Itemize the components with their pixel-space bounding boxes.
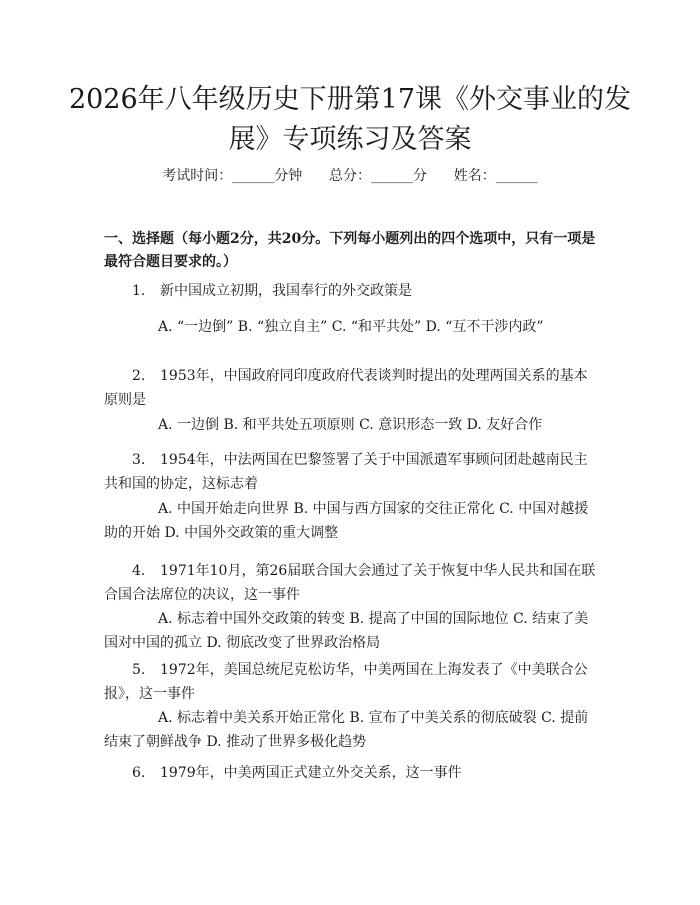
- question-stem: 1954年，中法两国在巴黎签署了关于中国派遣军事顾问团赴越南民主共和国的协定，这标志着: [104, 452, 588, 492]
- question-2: [104, 364, 600, 412]
- question-3-options: A. 中国开始走向世界 B. 中国与西方国家的交往正常化 C. 中国对越援助的开始 D. 中国外交政策的重大调整: [104, 501, 589, 541]
- question-stem: 1972年，美国总统尼克松访华，中美两国在上海发表了《中美联合公报》，这一事件: [104, 662, 588, 702]
- question-3: [104, 448, 600, 496]
- name-label: 姓名：: [453, 168, 496, 184]
- exam-time-label: 考试时间：: [162, 168, 233, 184]
- exam-time-unit: 分钟: [274, 168, 303, 184]
- question-5: [104, 658, 600, 706]
- question-number: 5.: [132, 662, 146, 678]
- exam-time-blank: ______: [232, 168, 275, 184]
- document-title: 2026年八年级历史下册第17课《外交事业的发展》专项练习及答案: [68, 84, 632, 155]
- question-number: 6.: [132, 765, 146, 781]
- question-number: 1.: [132, 283, 146, 299]
- question-4: [104, 559, 600, 607]
- question-number: 3.: [132, 452, 146, 468]
- question-stem: 1979年，中美两国正式建立外交关系，这一事件: [160, 765, 462, 781]
- question-5-options: A. 标志着中美关系开始正常化 B. 宣布了中美关系的彻底破裂 C. 提前结束了朝鲜战争 D. 推动了世界多极化趋势: [104, 710, 589, 750]
- total-score-label: 总分：: [329, 168, 371, 184]
- question-number: 4.: [132, 563, 146, 579]
- total-score-unit: 分: [413, 168, 427, 184]
- exam-info-line: [0, 166, 700, 186]
- question-stem: 1953年，中国政府同印度政府代表谈判时提出的处理两国关系的基本原则是: [104, 368, 588, 408]
- question-2-options: A. 一边倒 B. 和平共处五项原则 C. 意识形态一致 D. 友好合作: [158, 417, 543, 433]
- question-1-options: A. “一边倒” B. “独立自主” C. “和平共处” D. “互不干涉内政”: [158, 319, 544, 335]
- question-4-options: A. 标志着中国外交政策的转变 B. 提高了中国的国际地位 C. 结束了美国对中国的孤立 D. 彻底改变了世界政治格局: [104, 611, 589, 651]
- question-stem: 1971年10月，第26届联合国大会通过了关于恢复中华人民共和国在联合国合法席位的决议，这一事件: [104, 563, 596, 603]
- question-1: [104, 279, 600, 303]
- question-number: 2.: [132, 368, 146, 384]
- total-score-blank: ______: [371, 168, 413, 184]
- section-heading: 一、选择题（每小题2分，共20分。下列每小题列出的四个选项中，只有一项是最符合题目要求的。）: [104, 231, 596, 270]
- question-stem: 新中国成立初期，我国奉行的外交政策是: [160, 283, 412, 299]
- name-blank: ______: [495, 168, 538, 184]
- question-6: [104, 761, 600, 785]
